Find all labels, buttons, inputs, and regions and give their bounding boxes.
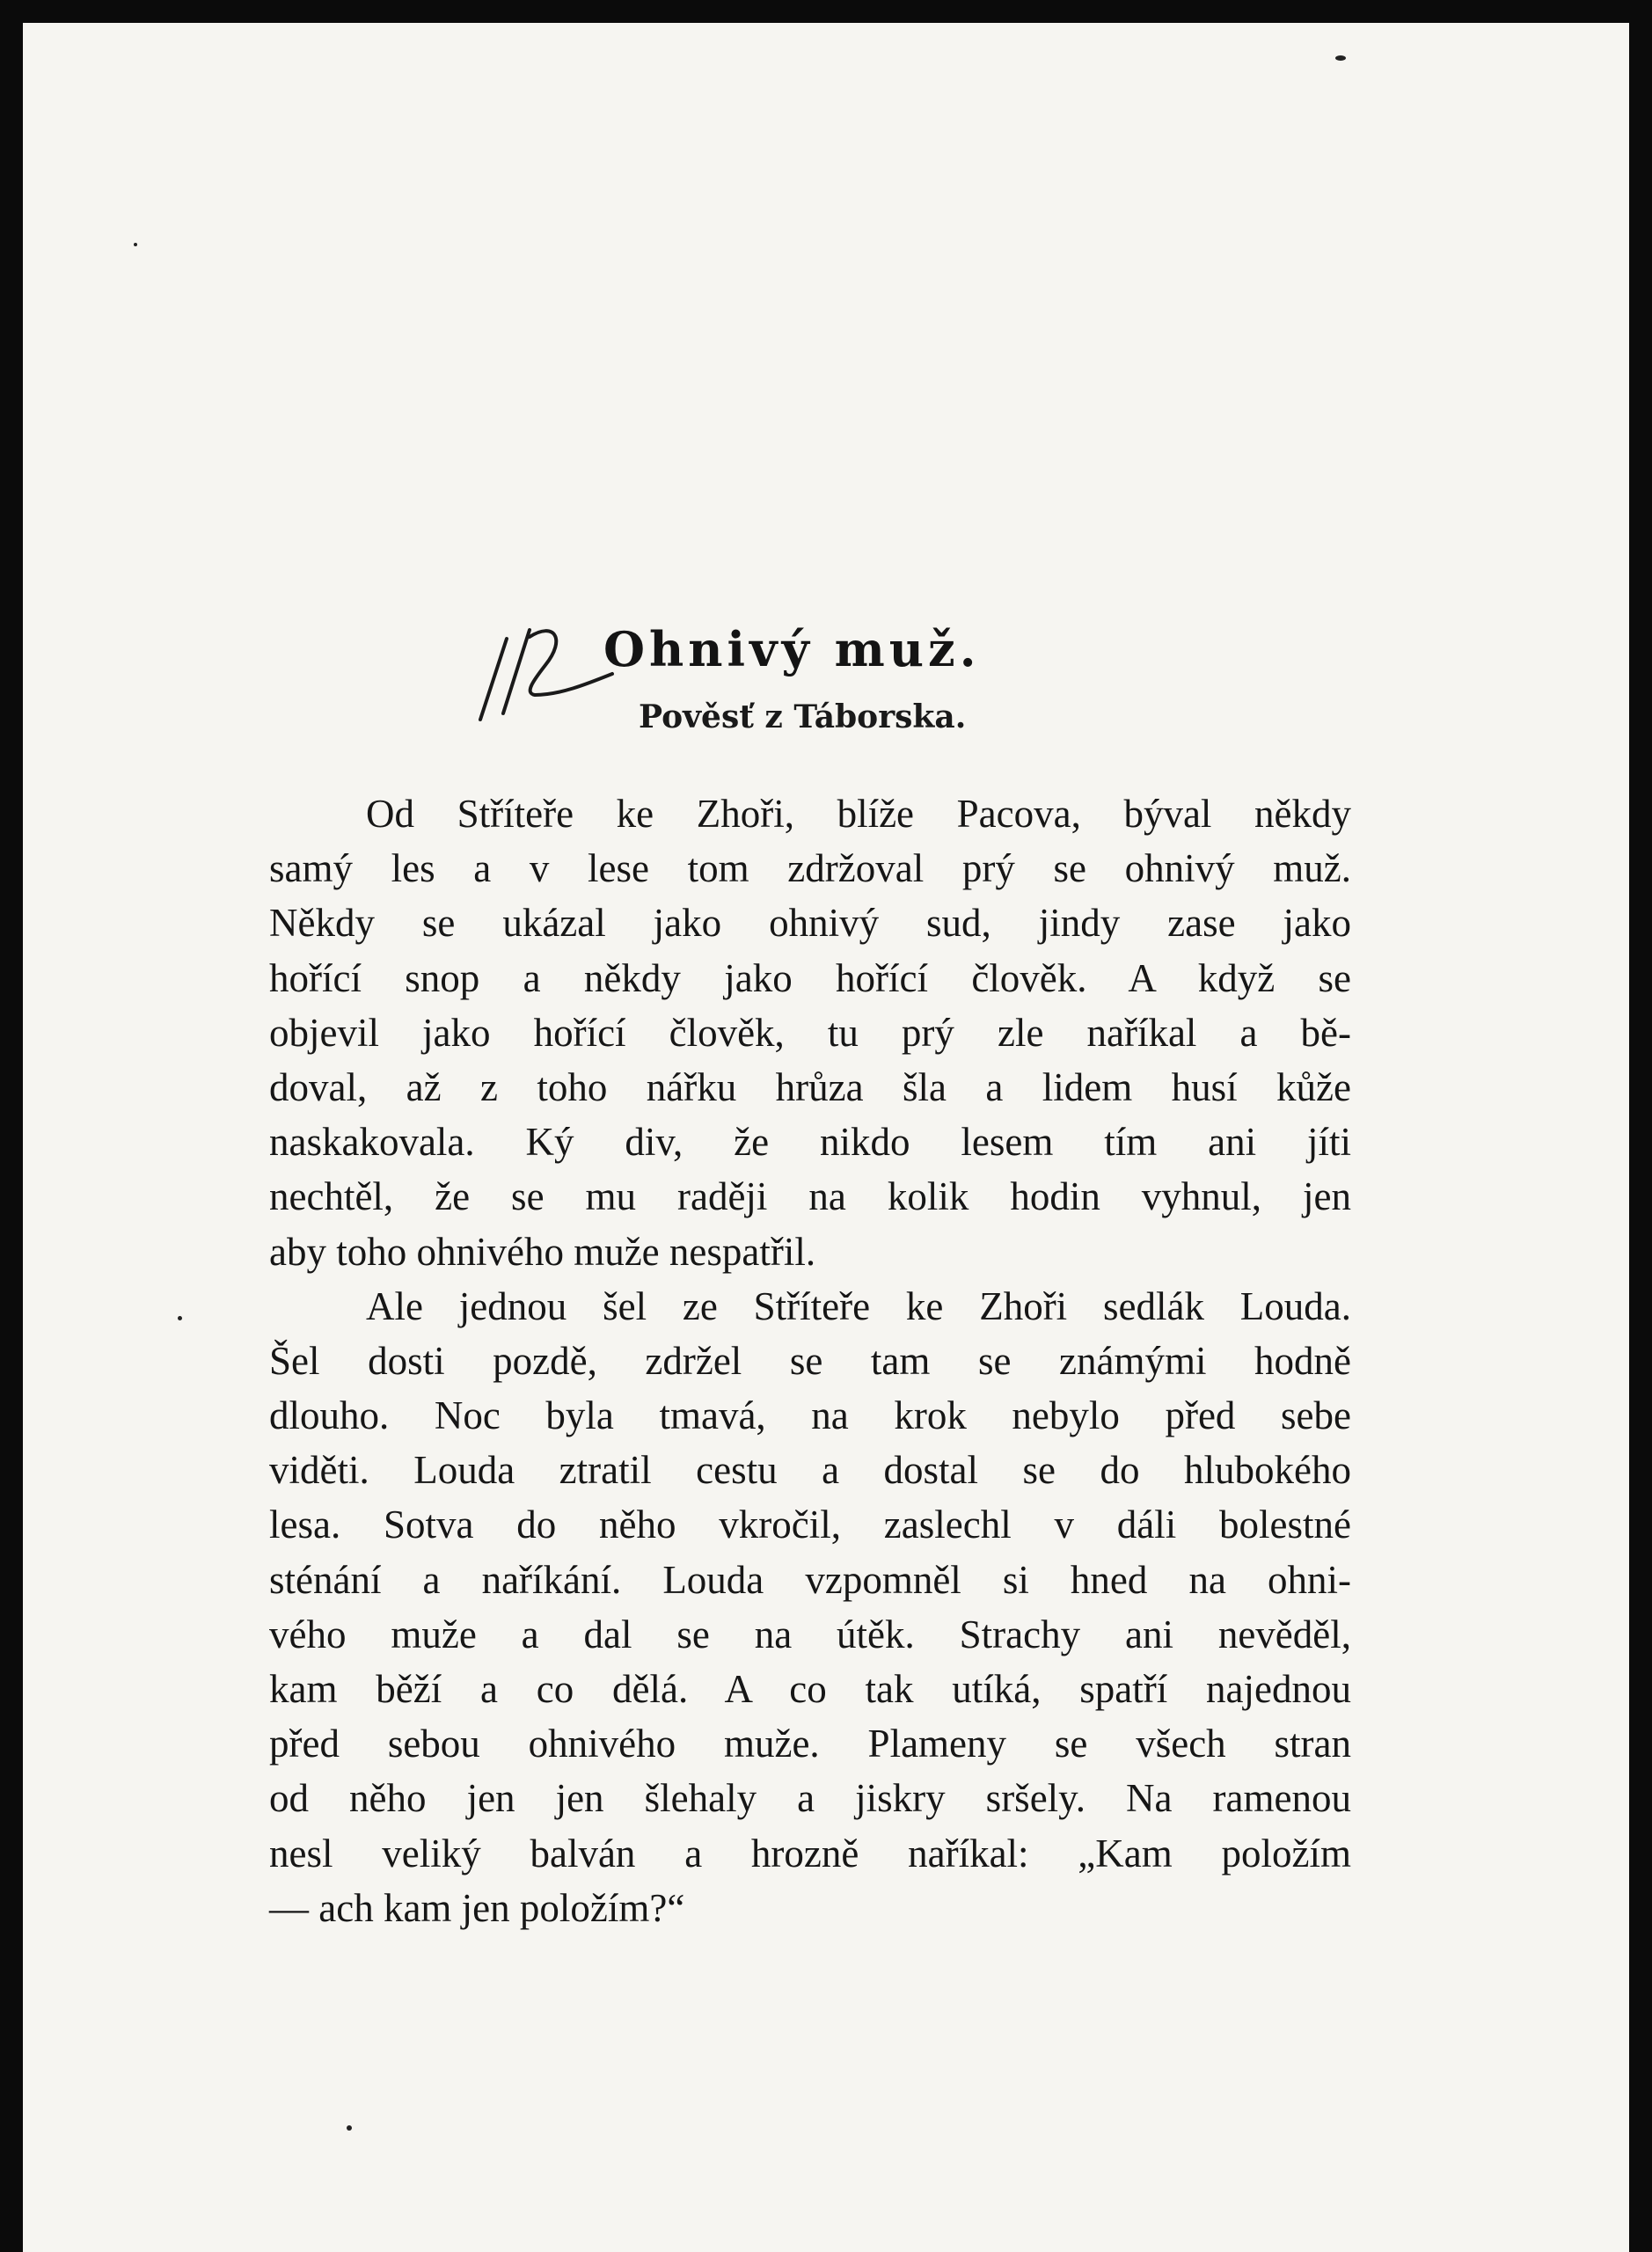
text-line: — ach kam jen položím?“ [269, 1885, 685, 1930]
text-line: objevil jako hořící člověk, tu prý zle naříkal a bě- [269, 1010, 1351, 1055]
text-line: před sebou ohnivého muže. Plameny se všech stran [269, 1722, 1351, 1766]
book-page [23, 23, 1629, 2252]
text-line: Někdy se ukázal jako ohnivý sud, jindy zase jako [269, 901, 1351, 946]
text-line: lesa. Sotva do něho vkročil, zaslechl v dáli bolestné [269, 1503, 1351, 1547]
page-title: Ohnivý muž. [603, 621, 981, 677]
text-line: Šel dosti pozdě, zdržel se tam se známými hodně [269, 1338, 1351, 1383]
text-line: nesl veliký balván a hrozně naříkal: „Kam položím [269, 1831, 1351, 1875]
speck-mark [1335, 55, 1346, 61]
text-line: nechtěl, že se mu raději na kolik hodin vyhnul, jen [269, 1174, 1351, 1219]
speck-mark [134, 243, 137, 246]
page-subtitle: Pověsť z Táborska. [639, 698, 967, 735]
text-line: samý les a v lese tom zdržoval prý se ohnivý muž. [269, 846, 1351, 891]
text-line: dlouho. Noc byla tmavá, na krok nebylo před sebe [269, 1393, 1351, 1438]
text-line: kam běží a co dělá. A co tak utíká, spatří najednou [269, 1667, 1351, 1711]
text-line: vého muže a dal se na útěk. Strachy ani nevěděl, [269, 1612, 1351, 1656]
text-line: aby toho ohnivého muže nespatřil. [269, 1229, 816, 1274]
text-line: doval, až z toho nářku hrůza šla a lidem husí kůže [269, 1064, 1351, 1109]
speck-mark [347, 2125, 352, 2131]
text-line: Ale jednou šel ze Stříteře ke Zhoři sedlák Louda. [366, 1283, 1351, 1328]
paragraph-1 [269, 786, 1351, 1279]
text-line: hořící snop a někdy jako hořící člověk. A když se [269, 955, 1351, 1000]
body-text [269, 786, 1351, 1935]
text-line: Od Stříteře ke Zhoři, blíže Pacova, býval někdy [366, 792, 1351, 836]
text-line: od něho jen jen šlehaly a jiskry sršely. Na ramenou [269, 1776, 1351, 1821]
text-line: viděti. Louda ztratil cestu a dostal se do hlubokého [269, 1448, 1351, 1493]
paragraph-2 [269, 1279, 1351, 1935]
speck-mark [178, 1316, 182, 1320]
text-line: naskakovala. Ký div, že nikdo lesem tím ani jíti [269, 1120, 1351, 1165]
text-line: sténání a naříkání. Louda vzpomněl si hned na ohni- [269, 1557, 1351, 1602]
